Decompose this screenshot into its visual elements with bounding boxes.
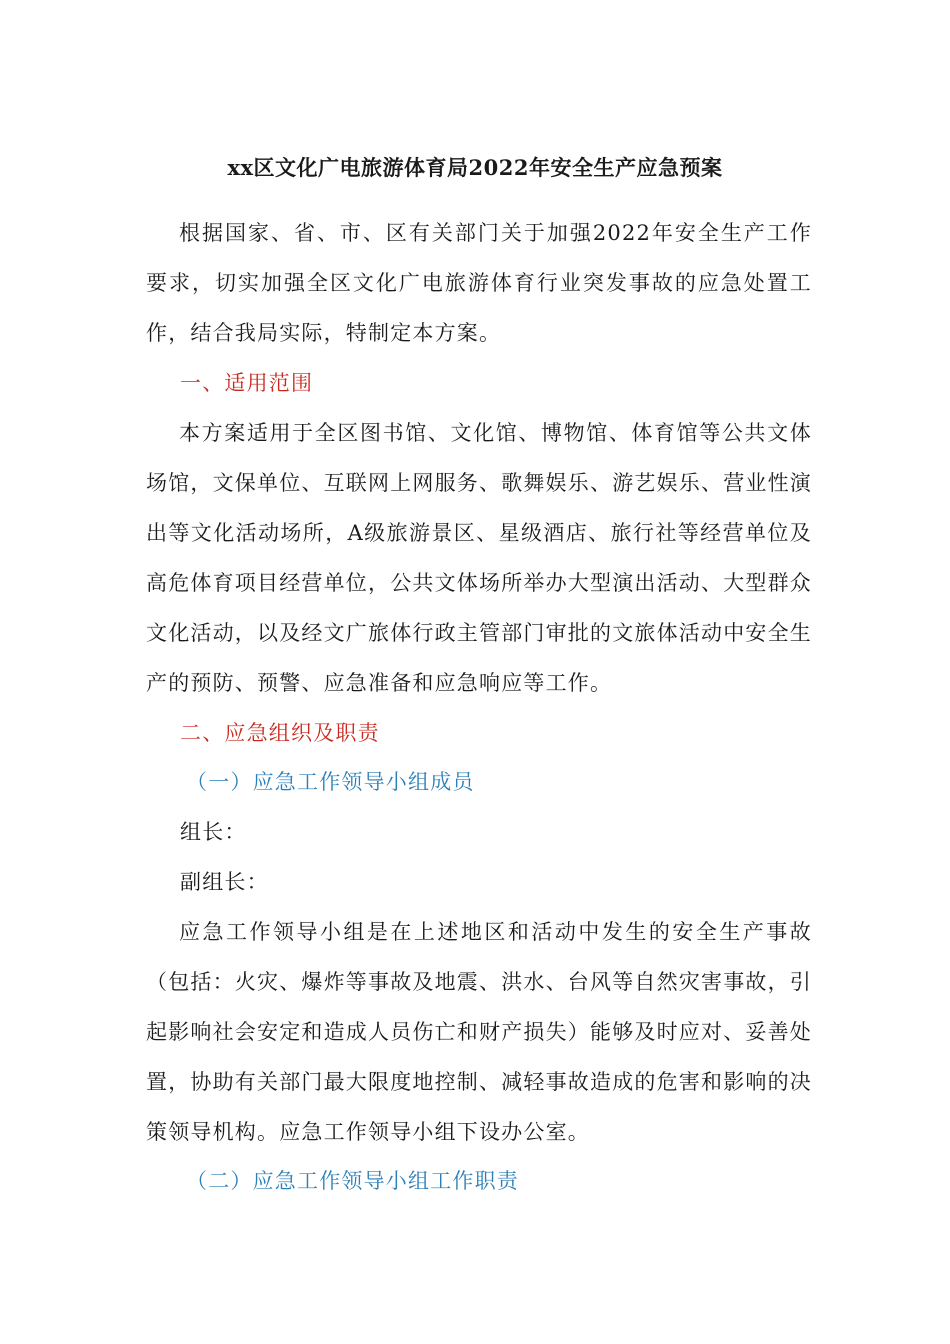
scope-paragraph: 本方案适用于全区图书馆、文化馆、博物馆、体育馆等公共文体场馆，文保单位、互联网上网服务、歌舞娱乐、游艺娱乐、营业性演出等文化活动场所，A级旅游景区、星级酒店、旅行社等经营单位及高危体育项目经营单位，公共文体场所举办大型演出活动、大型群众文化活动，以及经文广旅体行政主管部门审批的文旅体活动中安全生产的预防、预警、应急准备和应急响应等工作。 xyxy=(146,421,812,695)
document-title: xx区文化广电旅游体育局2022年安全生产应急预案 xyxy=(227,155,723,180)
intro-paragraph: 根据国家、省、市、区有关部门关于加强2022年安全生产工作要求，切实加强全区文化广电旅游体育行业突发事故的应急处置工作，结合我局实际，特制定本方案。 xyxy=(146,221,812,345)
leader-label: 组长： xyxy=(180,820,247,844)
leadership-group-paragraph: 应急工作领导小组是在上述地区和活动中发生的安全生产事故（包括：火灾、爆炸等事故及地震、洪水、台风等自然灾害事故，引起影响社会安定和造成人员伤亡和财产损失）能够及时应对、妥善处置，协助有关部门最大限度地控制、减轻事故造成的危害和影响的决策领导机构。应急工作领导小组下设办公室。 xyxy=(146,920,812,1144)
subheading-members: （一）应急工作领导小组成员 xyxy=(186,770,475,794)
deputy-leader-label: 副组长： xyxy=(180,870,269,894)
section-heading-scope: 一、适用范围 xyxy=(180,371,314,395)
section-heading-organization: 二、应急组织及职责 xyxy=(180,721,380,745)
subheading-duties: （二）应急工作领导小组工作职责 xyxy=(186,1169,519,1193)
